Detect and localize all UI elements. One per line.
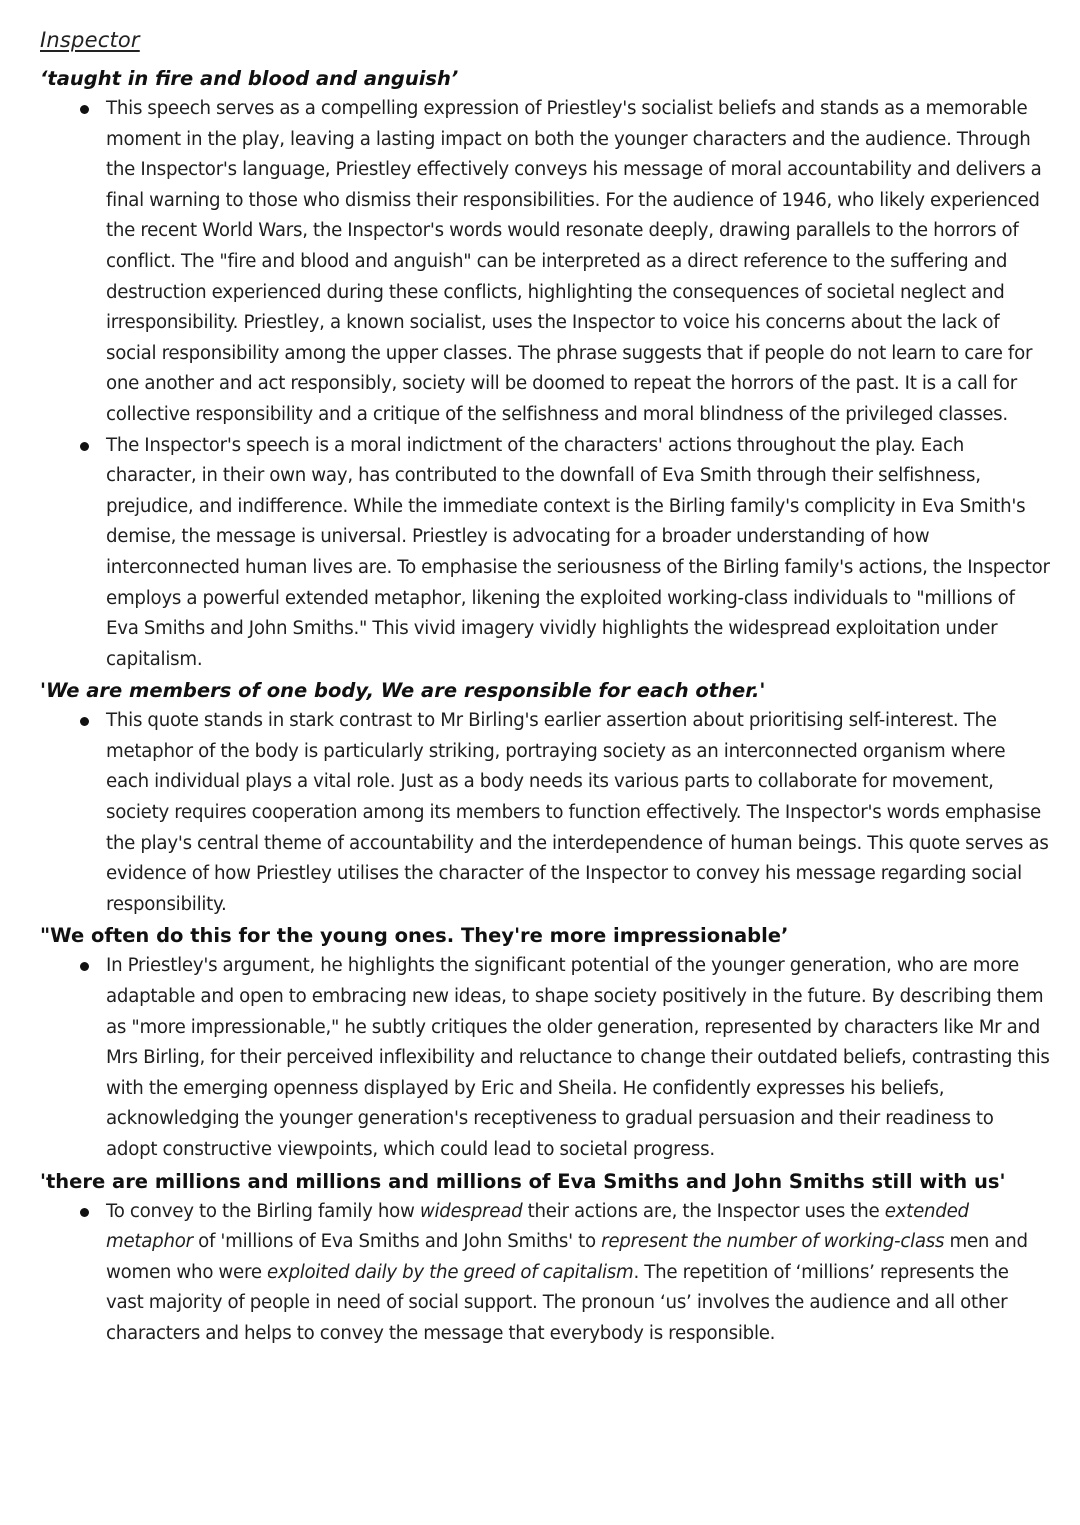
bullet-list bbox=[40, 94, 1050, 675]
text-segment-italic: exploited daily by the greed of capitalism bbox=[267, 1261, 634, 1283]
text-segment: of 'millions of Eva Smiths and John Smiths' to bbox=[192, 1231, 602, 1253]
paragraph-text bbox=[106, 1201, 1028, 1344]
bullet-icon bbox=[80, 442, 89, 451]
document-body bbox=[40, 62, 1050, 1350]
paragraph-text: In Priestley's argument, he highlights the significant potential of the younger generation, who are more adaptable and open to embracing new ideas, to shape society positively in the future. By describing them as "more impressionable," he subtly critiques the older generation, represented by characters like Mr and Mrs Birling, for their perceived inflexibility and reluctance to change their outdated beliefs, contrasting this with the emerging openness displayed by Eric and Sheila. He confidently expresses his beliefs, acknowledging the younger generation's receptiveness to gradual persuasion and their readiness to adopt constructive viewpoints, which could lead to societal progress. bbox=[106, 955, 1050, 1160]
text-segment: their actions are, the Inspector uses the bbox=[522, 1200, 885, 1222]
quote-heading-fire-and-blood: ‘taught in fire and blood and anguish’ bbox=[40, 67, 459, 90]
bullet-icon bbox=[80, 717, 89, 726]
bullet-icon bbox=[80, 1208, 89, 1217]
text-segment: . The repetition of ‘millions’ represents the vast majority of people in need of social support. The pronoun ‘us’ involves the audience and all other characters and helps to convey the message that everybody is responsible. bbox=[106, 1261, 1009, 1344]
quote-heading-millions: 'there are millions and millions and millions of Eva Smiths and John Smiths still with us' bbox=[40, 1169, 1006, 1193]
paragraph-text: This speech serves as a compelling expression of Priestley's socialist beliefs and stands as a memorable moment in the play, leaving a lasting impact on both the younger characters and the audience. Through the Inspector's language, Priestley effectively conveys his message of moral accountability and delivers a final warning to those who dismiss their responsibilities. For the audience of 1946, who likely experienced the recent World Wars, the Inspector's words would resonate deeply, drawing parallels to the horrors of conflict. The "fire and blood and anguish" can be interpreted as a direct reference to the suffering and destruction experienced during these conflicts, highlighting the consequences of societal neglect and irresponsibility. Priestley, a known socialist, uses the Inspector to voice his concerns about the lack of social responsibility among the upper classes. The phrase suggests that if people do not learn to care for one another and act responsibly, society will be doomed to repeat the horrors of the past. It is a call for collective responsibility and a critique of the selfishness and moral blindness of the privileged classes. bbox=[106, 98, 1042, 425]
quote-heading-one-body: 'We are members of one body, We are responsible for each other.' bbox=[40, 679, 766, 703]
list-item bbox=[106, 1197, 1050, 1350]
text-segment-italic: represent the number of working-class bbox=[601, 1231, 945, 1253]
list-item bbox=[106, 951, 1050, 1165]
quote-heading-young-ones: "We often do this for the young ones. They're more impressionable’ bbox=[40, 924, 789, 948]
list-item bbox=[106, 431, 1050, 676]
page-title: Inspector bbox=[40, 28, 140, 52]
list-item bbox=[106, 706, 1050, 920]
bullet-list bbox=[40, 706, 1050, 920]
text-segment: To convey to the Birling family how bbox=[106, 1200, 420, 1222]
text-segment-italic: widespread bbox=[419, 1200, 523, 1222]
text-segment-italic: extended metaphor bbox=[106, 1200, 969, 1253]
bullet-list bbox=[40, 1197, 1050, 1350]
bullet-list bbox=[40, 951, 1050, 1165]
text-segment: men and women who were bbox=[106, 1231, 1028, 1283]
bullet-icon bbox=[80, 962, 89, 971]
list-item bbox=[106, 94, 1050, 431]
bullet-icon bbox=[80, 105, 89, 114]
paragraph-text: The Inspector's speech is a moral indictment of the characters' actions throughout the play. Each character, in their own way, has contributed to the downfall of Eva Smith through their selfishness, prejudice, and indifference. While the immediate context is the Birling family's complicity in Eva Smith's demise, the message is universal. Priestley is advocating for a broader understanding of how interconnected human lives are. To emphasise the seriousness of the Birling family's actions, the Inspector employs a powerful extended metaphor, likening the exploited working-class individuals to "millions of Eva Smiths and John Smiths." This vivid imagery vividly highlights the widespread exploitation under capitalism. bbox=[106, 434, 1050, 670]
paragraph-text: This quote stands in stark contrast to Mr Birling's earlier assertion about prioritising self-interest. The metaphor of the body is particularly striking, portraying society as an interconnected organism where each individual plays a vital role. Just as a body needs its various parts to collaborate for movement, society requires cooperation among its members to function effectively. The Inspector's words emphasise the play's central theme of accountability and the interdependence of human beings. This quote serves as evidence of how Priestley utilises the character of the Inspector to convey his message regarding social responsibility. bbox=[106, 710, 1049, 915]
